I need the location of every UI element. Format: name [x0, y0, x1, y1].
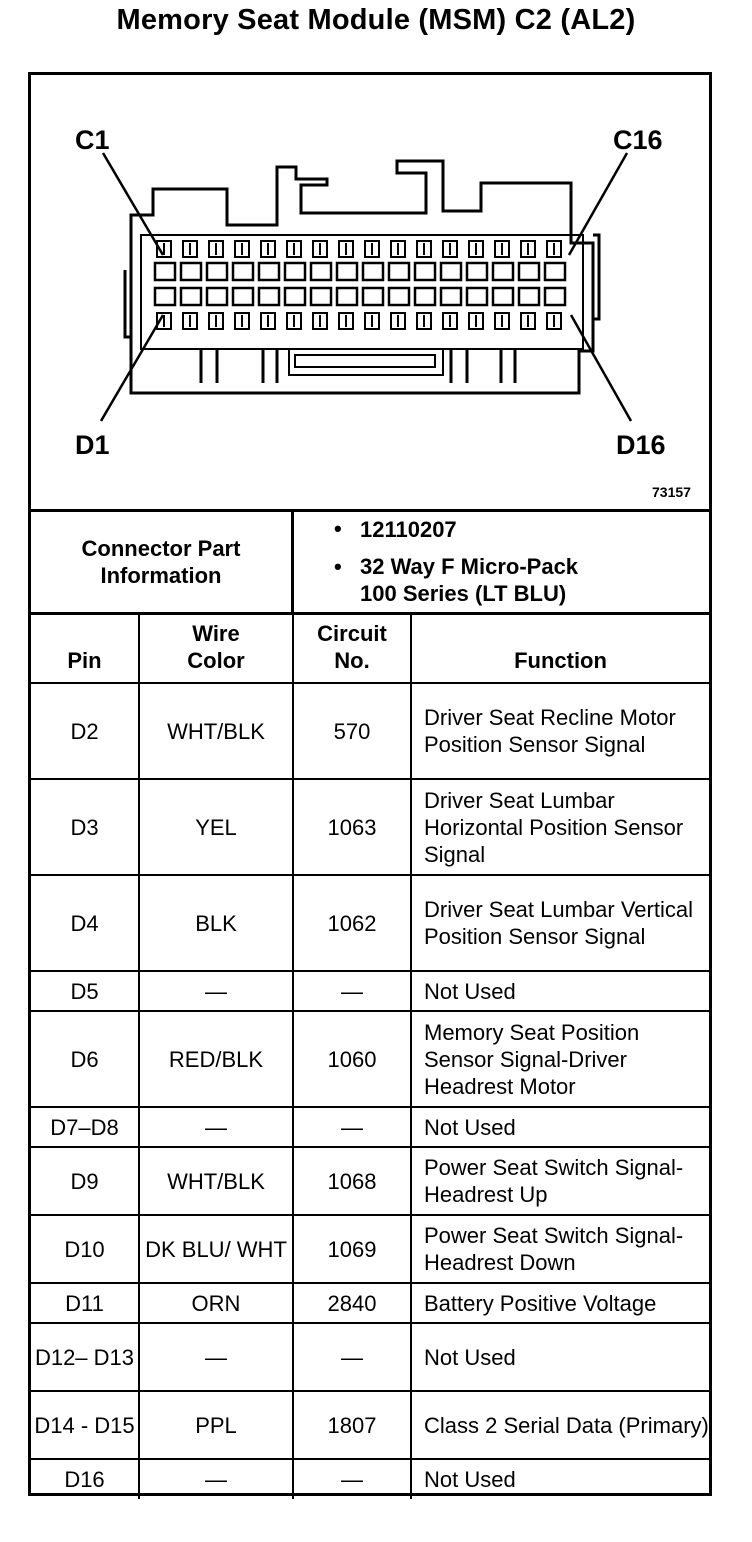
pin-cell: D14 - D15 [31, 1391, 139, 1459]
pin-cavity-c [233, 263, 253, 280]
table-row [31, 1391, 709, 1459]
table-row [31, 1215, 709, 1283]
pin-cavity-d [545, 288, 565, 305]
wire-color-cell: — [139, 971, 293, 1011]
pin-cavity-d [311, 288, 331, 305]
pin-cell: D12– D13 [31, 1323, 139, 1391]
pin-cell: D3 [31, 779, 139, 875]
circuit-number-cell: 1062 [293, 875, 411, 971]
function-cell: Power Seat Switch Signal-Headrest Down [411, 1215, 709, 1283]
wire-color-cell: — [139, 1459, 293, 1499]
pin-cell: D6 [31, 1011, 139, 1107]
table-row [31, 779, 709, 875]
function-cell: Not Used [411, 1323, 709, 1391]
pin-cavity-c [155, 263, 175, 280]
pin-cell: D10 [31, 1215, 139, 1283]
circuit-number-cell: — [293, 971, 411, 1011]
pin-cavities [155, 241, 565, 329]
function-cell: Not Used [411, 971, 709, 1011]
circuit-number-cell: 1069 [293, 1215, 411, 1283]
connector-diagram [31, 75, 709, 512]
pin-cavity-d [259, 288, 279, 305]
pin-cavity-d [363, 288, 383, 305]
wire-color-cell: RED/BLK [139, 1011, 293, 1107]
pin-cavity-d [155, 288, 175, 305]
wire-color-cell: DK BLU/ WHT [139, 1215, 293, 1283]
pin-cavity-c [337, 263, 357, 280]
pin-cavity-c [311, 263, 331, 280]
figure-number: 73157 [652, 484, 691, 500]
connector-info-heading-line2: Information [100, 563, 222, 588]
connector-face-drawing [31, 75, 709, 509]
table-row [31, 1459, 709, 1499]
circuit-number-cell: 1807 [293, 1391, 411, 1459]
pin-cell: D9 [31, 1147, 139, 1215]
description-line1: 32 Way F Micro-Pack [360, 554, 579, 579]
circuit-number-cell: 1068 [293, 1147, 411, 1215]
function-cell: Not Used [411, 1107, 709, 1147]
table-header-row [31, 615, 709, 683]
function-cell: Memory Seat Position Sensor Signal-Driver Headrest Motor [411, 1011, 709, 1107]
table-row [31, 1283, 709, 1323]
label-d1: D1 [75, 430, 110, 460]
function-cell: Driver Seat Recline Motor Position Sensor Signal [411, 683, 709, 779]
function-cell: Class 2 Serial Data (Primary) [411, 1391, 709, 1459]
description-line2: 100 Series (LT BLU) [360, 581, 567, 606]
pin-cavity-c [207, 263, 227, 280]
pin-cavity-d [285, 288, 305, 305]
function-cell: Power Seat Switch Signal-Headrest Up [411, 1147, 709, 1215]
pin-cavity-c [441, 263, 461, 280]
wire-color-cell: YEL [139, 779, 293, 875]
bullet-icon: • [334, 516, 342, 541]
pin-cell: D4 [31, 875, 139, 971]
pin-cell: D7–D8 [31, 1107, 139, 1147]
connector-info-heading-line1: Connector Part [81, 536, 241, 561]
table-row [31, 1323, 709, 1391]
wire-color-cell: — [139, 1323, 293, 1391]
wire-color-cell: PPL [139, 1391, 293, 1459]
circuit-number-cell: — [293, 1107, 411, 1147]
pin-cavity-c [389, 263, 409, 280]
pin-cavity-c [519, 263, 539, 280]
circuit-number-cell: 1060 [293, 1011, 411, 1107]
pin-cavity-d [337, 288, 357, 305]
pin-cavity-c [545, 263, 565, 280]
pin-cavity-d [207, 288, 227, 305]
wire-color-cell: BLK [139, 875, 293, 971]
circuit-number-cell: 570 [293, 683, 411, 779]
circuit-number-cell: 2840 [293, 1283, 411, 1323]
wire-color-cell: WHT/BLK [139, 1147, 293, 1215]
table-row [31, 1147, 709, 1215]
pin-cavity-c [181, 263, 201, 280]
table-row [31, 971, 709, 1011]
table-row [31, 683, 709, 779]
connector-info-details [294, 512, 709, 612]
circuit-number-cell: — [293, 1459, 411, 1499]
pin-cavity-d [467, 288, 487, 305]
label-c16: C16 [613, 125, 663, 155]
pin-cavity-d [441, 288, 461, 305]
function-cell: Driver Seat Lumbar Vertical Position Sensor Signal [411, 875, 709, 971]
part-number: 12110207 [360, 517, 457, 542]
connector-sheet [28, 72, 712, 1496]
bullet-icon: • [334, 554, 342, 579]
function-cell: Not Used [411, 1459, 709, 1499]
pin-cavity-c [285, 263, 305, 280]
pin-cell: D11 [31, 1283, 139, 1323]
function-cell: Driver Seat Lumbar Horizontal Position Sensor Signal [411, 779, 709, 875]
pin-cavity-d [493, 288, 513, 305]
page-title: Memory Seat Module (MSM) C2 (AL2) [116, 4, 636, 36]
pin-cell: D2 [31, 683, 139, 779]
wire-color-cell: ORN [139, 1283, 293, 1323]
pin-cavity-d [415, 288, 435, 305]
pin-cavity-c [363, 263, 383, 280]
circuit-number-cell: 1063 [293, 779, 411, 875]
pin-cavity-c [467, 263, 487, 280]
connector-info-heading [31, 512, 294, 612]
label-d16: D16 [616, 430, 666, 460]
pin-cavity-d [233, 288, 253, 305]
header-pin: Pin [31, 615, 139, 683]
header-wire-color: Wire Color [139, 615, 293, 683]
pin-cell: D5 [31, 971, 139, 1011]
table-row [31, 1011, 709, 1107]
label-c1: C1 [75, 125, 110, 155]
wire-color-cell: — [139, 1107, 293, 1147]
pin-cavity-d [181, 288, 201, 305]
table-row [31, 875, 709, 971]
circuit-number-cell: — [293, 1323, 411, 1391]
connector-part-information [31, 512, 709, 615]
pin-table [31, 615, 709, 1499]
pin-cell: D16 [31, 1459, 139, 1499]
pin-cavity-c [259, 263, 279, 280]
wire-color-cell: WHT/BLK [139, 683, 293, 779]
header-circuit-no: Circuit No. [293, 615, 411, 683]
header-function: Function [411, 615, 709, 683]
function-cell: Battery Positive Voltage [411, 1283, 709, 1323]
pin-cavity-c [415, 263, 435, 280]
pin-cavity-c [493, 263, 513, 280]
pin-cavity-d [519, 288, 539, 305]
table-row [31, 1107, 709, 1147]
pin-cavity-d [389, 288, 409, 305]
